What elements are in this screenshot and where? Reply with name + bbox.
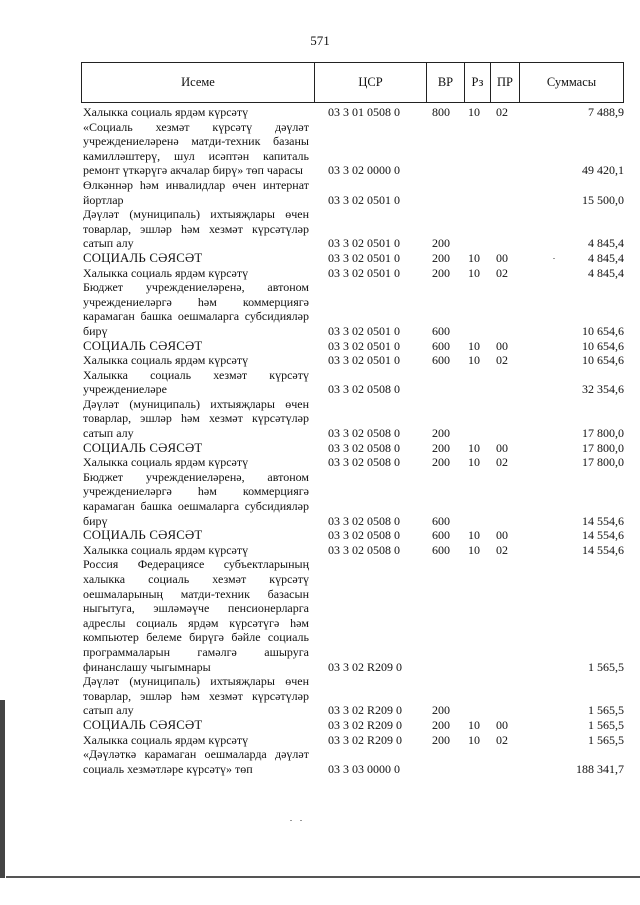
scan-speck	[553, 258, 555, 259]
scan-edge-line	[6, 876, 640, 878]
table-row	[83, 120, 624, 178]
row-vr: 600	[432, 323, 450, 338]
row-name: «Дәүләткә карамаган оешмаларда дәүләт социаль хезмәтләре күрсәтү» төп	[83, 747, 309, 776]
row-csr-code: 03 3 02 0501 0	[328, 353, 400, 368]
table-row	[83, 557, 624, 674]
table-row	[83, 543, 624, 558]
row-csr-code: 03 3 02 0501 0	[328, 236, 400, 251]
row-pr: 02	[496, 265, 508, 280]
table-row	[83, 528, 624, 543]
row-sum: 17 800,0	[582, 440, 624, 455]
row-csr-code: 03 3 02 0508 0	[328, 382, 400, 397]
column-header-name: Исеме	[82, 63, 315, 103]
row-name: Халыкка социаль ярдәм күрсәтү	[83, 542, 249, 557]
row-csr-code: 03 3 01 0508 0	[328, 105, 400, 119]
row-vr: 600	[432, 542, 450, 557]
row-rz: 10	[468, 455, 480, 470]
row-name: СОЦИАЛЬ СӘЯСӘТ	[83, 440, 203, 455]
row-sum: 14 554,6	[582, 513, 624, 528]
row-name: Халыкка социаль ярдәм күрсәтү	[83, 105, 249, 119]
row-name: Бюджет учреждениеләренә, автоном учреждениеләргә һәм коммерциягә карамаган башка оешмаларга субсидияләр бирү	[83, 469, 309, 528]
row-sum: 1 565,5	[588, 659, 624, 674]
row-pr: 00	[496, 528, 508, 543]
table-row	[83, 353, 624, 368]
row-pr: 00	[496, 250, 508, 265]
row-vr: 800	[432, 105, 450, 119]
scan-margin	[0, 876, 640, 905]
table-row	[83, 441, 624, 456]
row-vr: 200	[432, 250, 450, 265]
row-name: СОЦИАЛЬ СӘЯСӘТ	[83, 717, 203, 732]
row-csr-code: 03 3 02 0508 0	[328, 528, 400, 543]
table-row	[83, 397, 624, 441]
table-row	[83, 207, 624, 251]
row-vr: 200	[432, 703, 450, 718]
table-row	[83, 251, 624, 266]
row-csr-code: 03 3 02 0508 0	[328, 513, 400, 528]
table-row	[83, 674, 624, 718]
column-header-vr: ВР	[427, 63, 465, 103]
row-rz: 10	[468, 732, 480, 747]
row-sum: 188 341,7	[576, 761, 624, 776]
row-vr: 600	[432, 528, 450, 543]
row-pr: 00	[496, 338, 508, 353]
table-header	[81, 62, 624, 103]
scan-speck	[300, 820, 302, 821]
row-name: Дәүләт (муниципаль) ихтыяҗлары өчен товарлар, эшләр һәм хезмәт күрсәтүләр сатып алу	[83, 207, 309, 251]
row-rz: 10	[468, 338, 480, 353]
row-name: СОЦИАЛЬ СӘЯСӘТ	[83, 250, 203, 265]
row-csr-code: 03 3 02 0501 0	[328, 192, 400, 207]
row-csr-code: 03 3 02 0501 0	[328, 250, 400, 265]
row-name: Халыкка социаль ярдәм күрсәтү	[83, 732, 249, 747]
row-csr-code: 03 3 02 R209 0	[328, 703, 403, 718]
row-csr-code: 03 3 02 0508 0	[328, 440, 400, 455]
column-header-csr: ЦСР	[315, 63, 427, 103]
column-header-pr: ПР	[491, 63, 520, 103]
table-row	[83, 178, 624, 207]
row-sum: 14 554,6	[582, 528, 624, 543]
row-name: Дәүләт (муниципаль) ихтыяҗлары өчен товарлар, эшләр һәм хезмәт күрсәтүләр сатып алу	[83, 674, 309, 718]
row-sum: 10 654,6	[582, 323, 624, 338]
row-name: Бюджет учреждениеләренә, автоном учреждениеләргә һәм коммерциягә карамаган башка оешмаларга субсидияләр бирү	[83, 280, 309, 338]
row-name: СОЦИАЛЬ СӘЯСӘТ	[83, 338, 203, 353]
row-rz: 10	[468, 265, 480, 280]
row-sum: 32 354,6	[582, 382, 624, 397]
row-name: «Социаль хезмәт күрсәтү дәүләт учреждениеләренә матди-техник базаны камилләштерү, шул исәптән капиталь ремонт үткәрүгә акчалар бирү» төп чарасы	[83, 119, 309, 178]
row-vr: 600	[432, 353, 450, 368]
row-vr: 200	[432, 732, 450, 747]
row-pr: 00	[496, 440, 508, 455]
row-vr: 200	[432, 440, 450, 455]
row-pr: 02	[496, 105, 508, 119]
row-name: СОЦИАЛЬ СӘЯСӘТ	[83, 528, 203, 543]
table-row	[83, 368, 624, 397]
table-row	[83, 105, 624, 120]
row-csr-code: 03 3 02 0508 0	[328, 455, 400, 470]
row-rz: 10	[468, 105, 480, 119]
row-name: Өлкәннәр һәм инвалидлар өчен интернат йортлар	[83, 177, 309, 207]
table-body	[83, 105, 624, 776]
table-row	[83, 339, 624, 354]
row-sum: 10 654,6	[582, 338, 624, 353]
row-sum: 1 565,5	[588, 703, 624, 718]
row-rz: 10	[468, 353, 480, 368]
row-vr: 200	[432, 236, 450, 251]
row-pr: 02	[496, 455, 508, 470]
column-header-sum: Суммасы	[520, 63, 624, 103]
row-csr-code: 03 3 02 0501 0	[328, 323, 400, 338]
row-sum: 4 845,4	[588, 250, 624, 265]
table-row	[83, 280, 624, 338]
row-csr-code: 03 3 02 R209 0	[328, 659, 403, 674]
row-name: Россия Федерациясе субъектларының халыкка социаль хезмәт күрсәтү оешмаларының матди-техник базасын ныгытуга, эшләмәүче пенсионерларга адреслы социаль ярдәм күрсәтүгә һәм компьютер белеме бирүгә бәйле социаль программаларын гамәлгә ашыруга финанслашу чыгымнары	[83, 557, 309, 674]
row-sum: 10 654,6	[582, 353, 624, 368]
row-csr-code: 03 3 02 R209 0	[328, 717, 403, 732]
row-sum: 7 488,9	[588, 105, 624, 119]
row-pr: 00	[496, 717, 508, 732]
row-rz: 10	[468, 250, 480, 265]
row-pr: 02	[496, 353, 508, 368]
row-csr-code: 03 3 02 R209 0	[328, 732, 403, 747]
row-csr-code: 03 3 02 0508 0	[328, 426, 400, 441]
row-rz: 10	[468, 542, 480, 557]
table-row	[83, 266, 624, 281]
row-vr: 600	[432, 513, 450, 528]
row-sum: 17 800,0	[582, 455, 624, 470]
scan-edge-shadow	[0, 700, 5, 878]
row-vr: 200	[432, 455, 450, 470]
column-header-rz: Рз	[465, 63, 491, 103]
scan-speck	[290, 820, 292, 821]
row-vr: 200	[432, 717, 450, 732]
row-sum: 4 845,4	[588, 265, 624, 280]
row-name: Халыкка социаль ярдәм күрсәтү	[83, 353, 249, 368]
row-name: Халыкка социаль ярдәм күрсәтү	[83, 455, 249, 470]
row-csr-code: 03 3 02 0000 0	[328, 163, 400, 178]
row-vr: 200	[432, 426, 450, 441]
row-pr: 02	[496, 732, 508, 747]
row-sum: 15 500,0	[582, 192, 624, 207]
row-sum: 1 565,5	[588, 717, 624, 732]
table-row	[83, 747, 624, 776]
row-vr: 600	[432, 338, 450, 353]
row-csr-code: 03 3 02 0501 0	[328, 265, 400, 280]
row-csr-code: 03 3 02 0508 0	[328, 542, 400, 557]
row-name: Халыкка социаль хезмәт күрсәтү учреждениеләре	[83, 367, 309, 397]
row-name: Дәүләт (муниципаль) ихтыяҗлары өчен товарлар, эшләр һәм хезмәт күрсәтүләр сатып алу	[83, 396, 309, 441]
row-rz: 10	[468, 528, 480, 543]
row-sum: 17 800,0	[582, 426, 624, 441]
row-sum: 4 845,4	[588, 236, 624, 251]
row-sum: 1 565,5	[588, 732, 624, 747]
row-sum: 49 420,1	[582, 163, 624, 178]
table-row	[83, 470, 624, 528]
row-csr-code: 03 3 03 0000 0	[328, 761, 400, 776]
row-name: Халыкка социаль ярдәм күрсәтү	[83, 265, 249, 280]
table-row	[83, 733, 624, 748]
table-row	[83, 455, 624, 470]
row-rz: 10	[468, 717, 480, 732]
row-vr: 200	[432, 265, 450, 280]
row-csr-code: 03 3 02 0501 0	[328, 338, 400, 353]
table-row	[83, 718, 624, 733]
row-sum: 14 554,6	[582, 542, 624, 557]
row-pr: 02	[496, 542, 508, 557]
page-number: 571	[310, 33, 330, 48]
row-rz: 10	[468, 440, 480, 455]
